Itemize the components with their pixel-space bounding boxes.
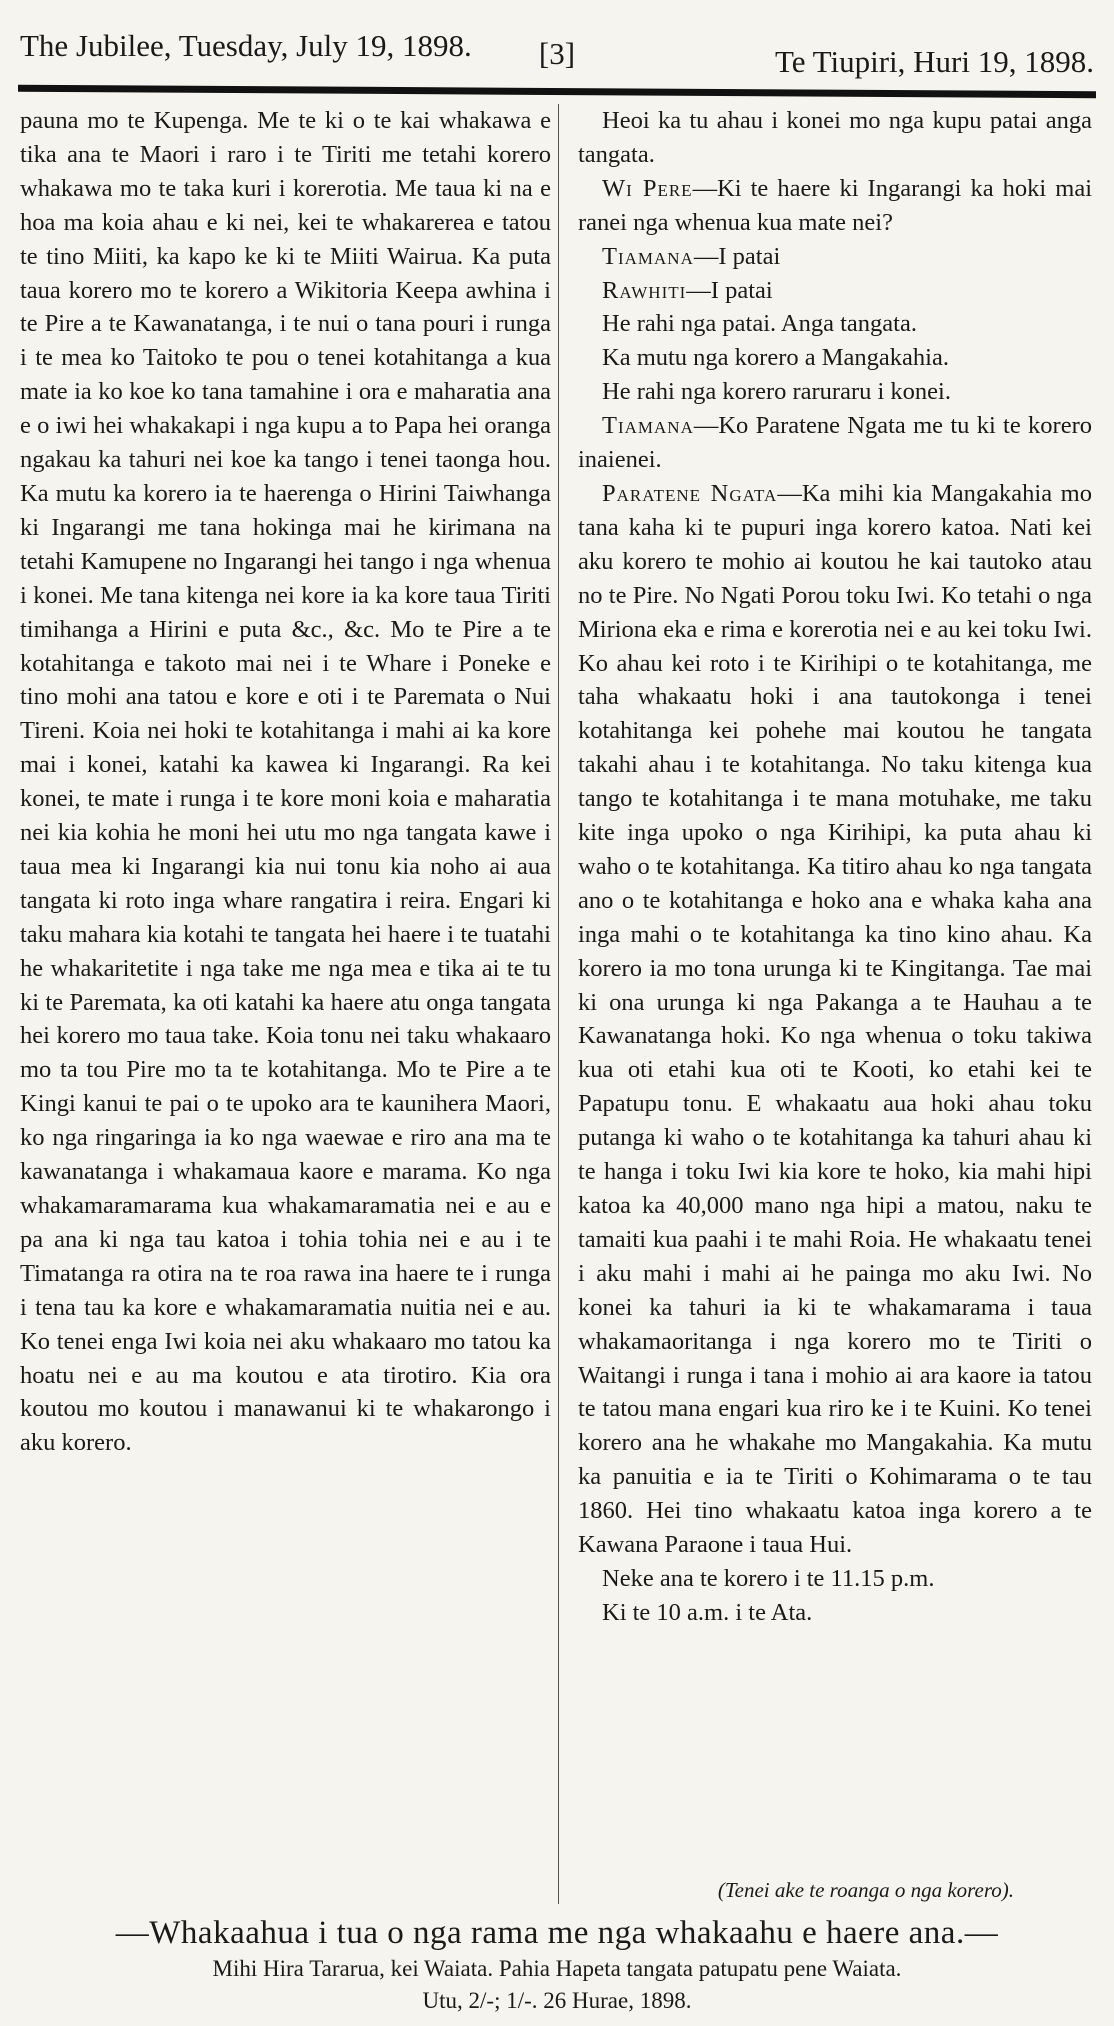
speaker-name: Rawhiti [602,276,687,304]
continuation-note: (Tenei ake te roanga o nga korero). [717,1878,1014,1902]
left-column-text: pauna mo te Kupenga. Me te ki o te kai whakawa e tika ana te Maori i raro i te Tiriti me tetahi korero whakawa mo te taka kuri i korerotia. Me taua ki na e hoa ma koia ahau e ki nei, kei te whakarerea e tatou te tino Miiti, ka kapo ke ki te Miiti Wairua. Ka puta taua korero mo te korero a Wikitoria Keepa awhina i te Pire a te Kawanatanga, i te nui o tana pouri i runga i te mea ko Taitoko te pou o tenei kotahitanga a kua mate ia ko koe ko tana tamahine i ora e maharatia ana e o iwi hei whakakapi i nga kupu a to Papa hei oranga ngakau ka tahuri nei koe ka tango i tenei taonga hou. Ka mutu ka korero ia te haerenga o Hirini Taiwhanga ki Ingarangi me tana hokinga mai he kirimana na tetahi Kamupene no Ingarangi hei tango i nga whenua i konei. Me tana kitenga nei kore ia ka kore taua Tiriti timihanga a Hirini e puta &c., &c. Mo te Pire a te kotahitanga e takoto mai nei i te Whare i Poneke e tino mohi ana tatou e kore e oti i te Paremata o Nui Tireni. Koia nei hoki te kotahitanga i mahi ai ka kore mai i konei, katahi ka kawea ki Ingarangi. Ra kei konei, te mate i runga i te kore moni koia e maharatia nei kia kohia he moni hei utu mo nga tangata kawe i taua mea ki Ingarangi kia nui tonu kia noho ai aua tangata ki roto inga whare rangatira i reira. Engari ki taku mahara kia kotahi te tangata hei haere i te tuatahi he whakaritetite i nga take me nga mea e tika ai te tu ki te Paremata, ka oti katahi ka haere atu onga tangata hei korero mo taua take. Koia tonu nei taku whakaaro mo ta tou Pire mo ta te kotahitanga. Mo te Pire a te Kingi kanui te pai o te upoko ara te kaunihera Maori, ko nga ringaringa ia ko nga waewae e riro ana ma te kawanatanga i whakamaua kaore e marama. Ko nga whakamaramarama kua whakamaramatia nei e au e pa ana ki nga tau katoa i tohia tohia nei e au i te Timatanga ra otira na te roa rawa ina haere te i runga i tena tau ka kore e whakamaramatia nuitia nei e au. Ko tenei enga Iwi koia nei aku whakaaro mo tatou ka hoatu nei e au ma koutou e ata tirotiro. Kia ora koutou mo koutou i manawanui ki te whakarongo i aku korero. [20,107,551,1457]
paragraph: Heoi ka tu ahau i konei mo nga kupu patai anga tangata. [578,107,1092,168]
speech-text: —Ka mihi kia Mangakahia mo tana kaha ki te pupuri inga korero katoa. Nati kei aku korero te mohio ai koutou he kai tautoko atau no te Pire. No Ngati Porou toku Iwi. Ko tetahi o nga Miriona eka e rima e korerotia nei e au kei toku Iwi. Ko ahau kei roto i te Kirihipi o te kotahitanga, me taha whakaatu hoki i ana tautokonga i tenei kotahitanga kei pohehe mai koutou he tangata takahi ahau i te kotahitanga. No taku kitenga kua tango te kotahitanga i te mana motuhake, me taku kite inga upoko o nga Kirihipi, ka puta ahau ki waho o te kotahitanga. Ka titiro ahau ko nga tangata ano o te kotahitanga e hoko ana e whaka kaha ana inga mahi o te kotahitanga ka tino kino ahau. Ka korero ia mo tona urunga ki te Kingitanga. Tae mai ki ona urunga ki nga Pakanga a te Hauhau a te Kawanatanga hoki. Ko nga whenua o toku takiwa kua oti etahi kua oti te Kooti, ko etahi kei te Papatupu tonu. E whakaatu aua hoki ahau toku putanga ki waho o te kotahitanga ka tahuri ahau ki te hanga i toku Iwi kia kore te hoko, kia mahi hipi katoa ka 40,000 mano nga hipi a matou, naku te tamaiti kua paahi i te mahi Roia. He whakaatu tenei i aku mahi i mahi ai he painga mo aku Iwi. No konei ka tahuri ia ki te whakamarama i taua whakamaoritanga i nga korero mo te Tiriti o Waitangi i runga i tana i mohio ai ara kaore ia tatou te tatou mana engari kua riro ke i te Kuini. Ko tenei korero ana he whakahe mo Mangakahia. Ka mutu ka panuitia e ia te Tiriti o Kohimarama o te tau 1860. Hei tino whakaatu katoa inga korero a te Kawana Paraone i taua Hui. [578,479,1092,1559]
footer-line-1: Mihi Hira Tararua, kei Waiata. Pahia Hapeta tangata patupatu pene Waiata. [212,1956,902,1981]
paragraph: He rahi nga patai. Anga tangata. [602,310,917,338]
left-column [20,104,551,1460]
header-english-date: The Jubilee, Tuesday, July 19, 1898. [20,28,472,63]
right-column [578,104,1092,1630]
speaker-name: Paratene Ngata [602,479,778,507]
paragraph [578,477,1092,1562]
speech-text: —I patai [693,242,781,270]
page-number: [3] [538,36,576,71]
speech-text: —Ko Paratene Ngata me tu ki te korero inaienei. [578,412,1092,474]
paragraph [578,274,1092,308]
paragraph [578,409,1092,477]
speech-text: —Ki te haere ki Ingarangi ka hoki mai ranei nga whenua kua mate nei? [578,174,1092,236]
paragraph: He rahi nga korero raruraru i konei. [602,378,951,406]
paragraph: Ka mutu nga korero a Mangakahia. [602,344,949,372]
speech-text: —I patai [686,276,773,304]
footer-headline: —Whakaahua i tua o nga rama me nga whakaahu e haere ana.— [115,1915,999,1951]
header-rule [18,85,1096,99]
paragraph [578,240,1092,274]
footer-line-2: Utu, 2/-; 1/-. 26 Hurae, 1898. [422,1988,692,2013]
resume-line: Ki te 10 a.m. i te Ata. [602,1598,813,1626]
header-maori-date: Te Tiupiri, Huri 19, 1898. [774,44,1094,79]
adjournment-line: Neke ana te korero i te 11.15 p.m. [602,1564,935,1592]
speaker-name: Tiamana [602,242,694,270]
speaker-name: Tiamana [602,412,694,440]
speaker-name: Wi Pere [602,174,693,202]
page-header [20,24,1094,79]
paragraph [578,172,1092,240]
column-divider [558,104,559,1904]
